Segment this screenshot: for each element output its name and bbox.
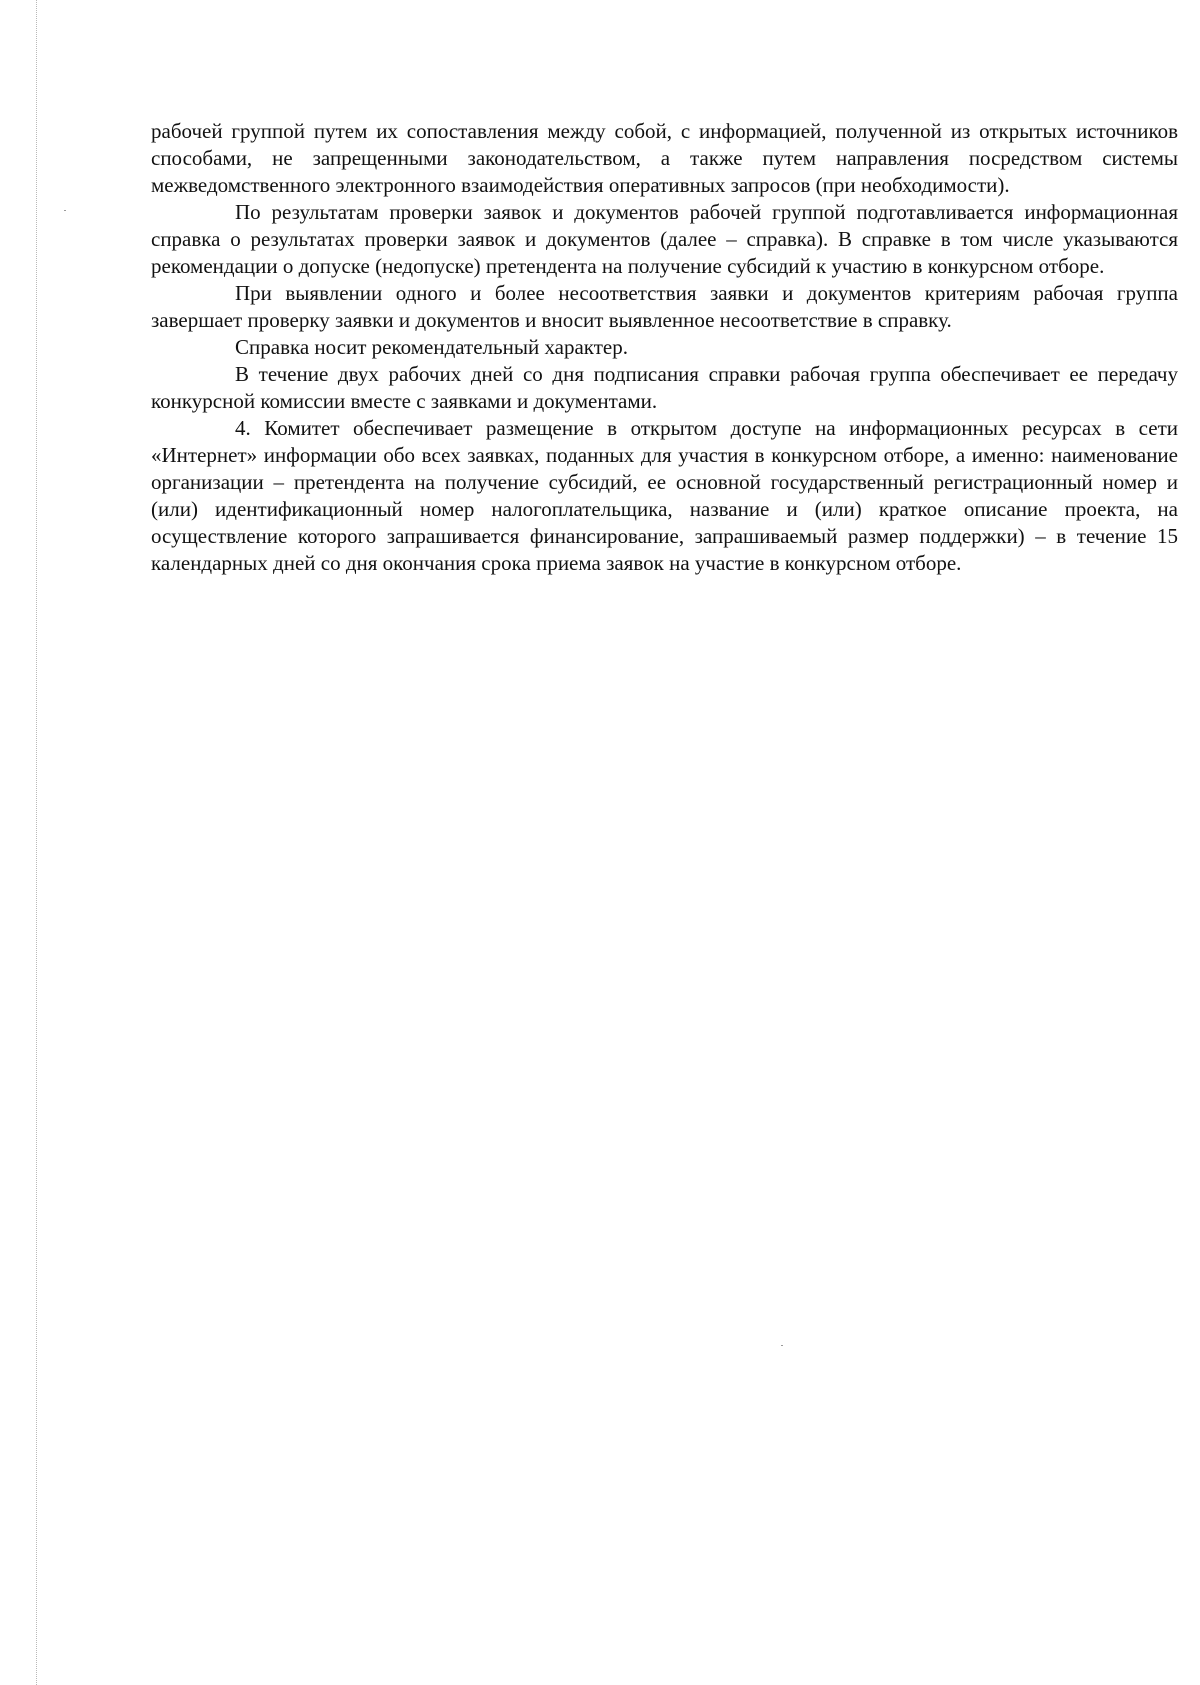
scan-speck xyxy=(781,1345,783,1346)
paragraph-item-4: 4. Комитет обеспечивает размещение в открытом доступе на информационных ресурсах в сети «Интернет» информации обо всех заявках, поданных для участия в конкурсном отборе, а именно: наименование организации – претендента на получение субсидий, ее основной государственный регистрационный номер и (или) идентификационный номер налогоплательщика, название и (или) краткое описание проекта, на осуществление которого запрашивается финансирование, запрашиваемый размер поддержки) – в течение 15 календарных дней со дня окончания срока приема заявок на участие в конкурсном отборе. xyxy=(151,416,1178,575)
scan-edge-marks xyxy=(36,0,37,1685)
paragraph-advisory-nature: Справка носит рекомендательный характер. xyxy=(235,335,628,359)
paragraph-continuation: рабочей группой путем их сопоставления между собой, с информацией, полученной из открытых источников способами, не запрещенными законодательством, а также путем направления посредством системы межведомственного электронного взаимодействия оперативных запросов (при необходимости). xyxy=(151,119,1178,197)
paragraph-transfer: В течение двух рабочих дней со дня подписания справки рабочая группа обеспечивает ее передачу конкурсной комиссии вместе с заявками и документами. xyxy=(151,362,1178,413)
scan-speck xyxy=(64,210,66,211)
paragraph-nonconformity: При выявлении одного и более несоответствия заявки и документов критериям рабочая группа завершает проверку заявки и документов и вносит выявленное несоответствие в справку. xyxy=(151,281,1178,332)
paragraph-report-preparation: По результатам проверки заявок и документов рабочей группой подготавливается информационная справка о результатах проверки заявок и документов (далее – справка). В справке в том числе указываются рекомендации о допуске (недопуске) претендента на получение субсидий к участию в конкурсном отборе. xyxy=(151,200,1178,278)
document-body xyxy=(151,118,1178,577)
